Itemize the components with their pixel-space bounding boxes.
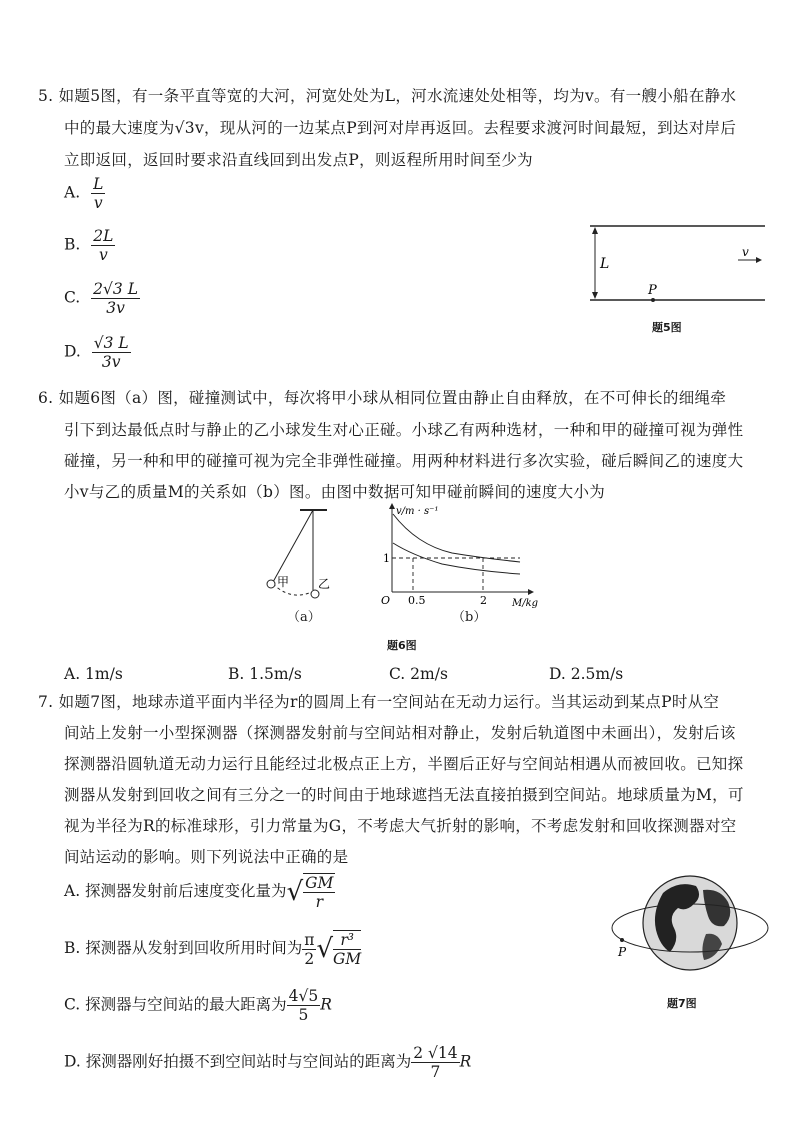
- denominator: 5: [298, 1006, 309, 1024]
- elastic-curve: [393, 514, 520, 562]
- numerator: 4√5: [288, 987, 319, 1005]
- ball-jia-label: 甲: [277, 575, 290, 589]
- q6-option-d[interactable]: D. 2.5m/s: [549, 665, 624, 683]
- q5-option-c[interactable]: [64, 280, 140, 317]
- option-label: D. 探测器刚好拍摄不到空间站时与空间站的距离为: [64, 1052, 412, 1071]
- fraction: [287, 987, 321, 1024]
- numerator: r³: [333, 931, 361, 950]
- sqrt-sign: √: [286, 877, 304, 907]
- fraction: [92, 334, 131, 371]
- x-axis-label: M/kg: [512, 598, 539, 609]
- q6-option-a[interactable]: A. 1m/s: [64, 665, 123, 683]
- q7-line-3: 探测器沿圆轨道无动力运行且能经过北极点正上方，半圈后正好与空间站相遇从而被回收。已知探: [64, 755, 744, 773]
- q5-option-d[interactable]: [64, 334, 131, 371]
- tick-x-0-5: 0.5: [408, 594, 426, 607]
- point-p: [651, 298, 655, 302]
- inelastic-curve: [393, 543, 520, 574]
- q6-line-3: 碰撞，另一种和甲的碰撞可视为完全非弹性碰撞。用两种材料进行多次实验，碰后瞬间乙的速度大: [64, 452, 744, 470]
- fraction: [333, 930, 361, 968]
- river-diagram: [580, 218, 770, 308]
- tick-x-2: 2: [480, 594, 487, 607]
- q7-caption: 题7图: [667, 997, 697, 1010]
- option-label: A.: [64, 183, 81, 202]
- denominator: 7: [430, 1063, 441, 1081]
- fraction: [411, 1044, 459, 1081]
- q7-option-a[interactable]: [64, 873, 335, 911]
- numerator: GM: [305, 874, 334, 892]
- earth-orbit-diagram: [608, 868, 778, 983]
- denominator: 2: [304, 949, 315, 968]
- flow-label: v: [742, 245, 749, 259]
- q5-caption: 题5图: [652, 321, 682, 334]
- q7-line-4: 测器从发射到回收之间有三分之一的时间由于地球遮挡无法直接拍摄到空间站。地球质量为M，可: [64, 786, 744, 804]
- q6-option-c[interactable]: C. 2m/s: [389, 665, 448, 683]
- ball-yi-label: 乙: [318, 577, 331, 591]
- y-axis-label: v/m · s⁻¹: [396, 506, 439, 517]
- q7-line-1: 7. 如题7图，地球赤道平面内半径为r的圆周上有一空间站在无动力运行。当其运动到某点P时从空: [38, 693, 720, 711]
- fraction: [91, 175, 105, 212]
- denominator: 3v: [101, 353, 121, 371]
- q6-caption: 题6图: [387, 639, 417, 652]
- flow-arrowhead: [756, 257, 762, 263]
- q7-option-b[interactable]: [64, 930, 361, 968]
- q6-line-2: 引下到达最低点时与静止的乙小球发生对心正碰。小球乙有两种选材，一种和甲的碰撞可视为弹性: [64, 421, 744, 439]
- q5-line-3: 立即返回，返回时要求沿直线回到出发点P，则返程所用时间至少为: [64, 151, 533, 169]
- option-label: A. 探测器发射前后速度变化量为: [64, 882, 287, 900]
- q6-line-1: 6. 如题6图（a）图，碰撞测试中，每次将甲小球从相同位置由静止自由释放，在不可伸长的细绳牵: [38, 389, 727, 407]
- numerator: √3 L: [93, 334, 129, 352]
- option-label: C.: [64, 288, 81, 307]
- q7-line-2: 间站上发射一小型探测器（探测器发射前与空间站相对静止，发射后轨道图中未画出），发射后该: [64, 724, 736, 742]
- x-axis-arrow: [528, 589, 534, 595]
- width-arrowhead-top: [592, 227, 598, 234]
- fig-b-label: （b）: [452, 610, 487, 625]
- suffix: R: [320, 995, 332, 1014]
- q6-option-b[interactable]: B. 1.5m/s: [228, 665, 302, 683]
- option-label: B.: [64, 235, 81, 254]
- point-p-label: P: [618, 945, 627, 959]
- tick-y-1: 1: [383, 552, 390, 565]
- numerator: π: [304, 930, 315, 949]
- q5-line-1: 5. 如题5图，有一条平直等宽的大河，河宽处处为L，河水流速处处相等，均为v。有一艘小船在静水: [38, 87, 737, 105]
- fig-a-label: （a）: [287, 610, 321, 625]
- pendulum-diagram: [255, 505, 350, 605]
- ball-jia: [267, 580, 275, 588]
- q7-line-5: 视为半径为R的标准球形，引力常量为G，不考虑大气折射的影响，不考虑发射和回收探测器对空: [64, 817, 737, 835]
- q6-line-4: 小v与乙的质量M的关系如（b）图。由图中数据可知甲碰前瞬间的速度大小为: [64, 483, 606, 501]
- option-label: D.: [64, 342, 81, 361]
- point-p: [620, 938, 624, 942]
- fraction: [303, 873, 335, 911]
- denominator: GM: [333, 950, 362, 968]
- q7-option-c[interactable]: [64, 987, 332, 1024]
- origin-label: O: [381, 594, 391, 607]
- numerator: 2L: [93, 227, 114, 245]
- q7-line-6: 间站运动的影响。则下列说法中正确的是: [64, 848, 349, 866]
- v-m-graph: [372, 500, 552, 610]
- y-axis-arrow: [389, 503, 395, 509]
- option-label: C. 探测器与空间站的最大距离为: [64, 995, 287, 1014]
- denominator: v: [93, 194, 103, 212]
- fraction: [91, 227, 115, 264]
- ball-yi: [311, 590, 319, 598]
- q5-line-2: 中的最大速度为√3v，现从河的一边某点P到河对岸再返回。去程要求渡河时间最短，到达对岸后: [64, 119, 737, 137]
- option-label: B. 探测器从发射到回收所用时间为: [64, 939, 303, 957]
- q5-option-b[interactable]: [64, 227, 115, 264]
- fraction: [91, 280, 140, 317]
- pi-fraction: [302, 931, 316, 968]
- sqrt-sign: √: [316, 934, 334, 964]
- q7-option-d[interactable]: [64, 1044, 471, 1081]
- numerator: 2 √14: [413, 1044, 458, 1062]
- width-label: L: [600, 256, 610, 272]
- width-arrowhead-bottom: [592, 292, 598, 299]
- denominator: 3v: [106, 299, 125, 317]
- denominator: r: [315, 893, 323, 911]
- string-released: [273, 510, 313, 582]
- q5-option-a[interactable]: [64, 175, 105, 212]
- numerator: L: [93, 175, 104, 193]
- point-p-label: P: [648, 283, 657, 298]
- suffix: R: [459, 1052, 472, 1071]
- denominator: v: [98, 246, 108, 264]
- numerator: 2√3 L: [93, 280, 138, 298]
